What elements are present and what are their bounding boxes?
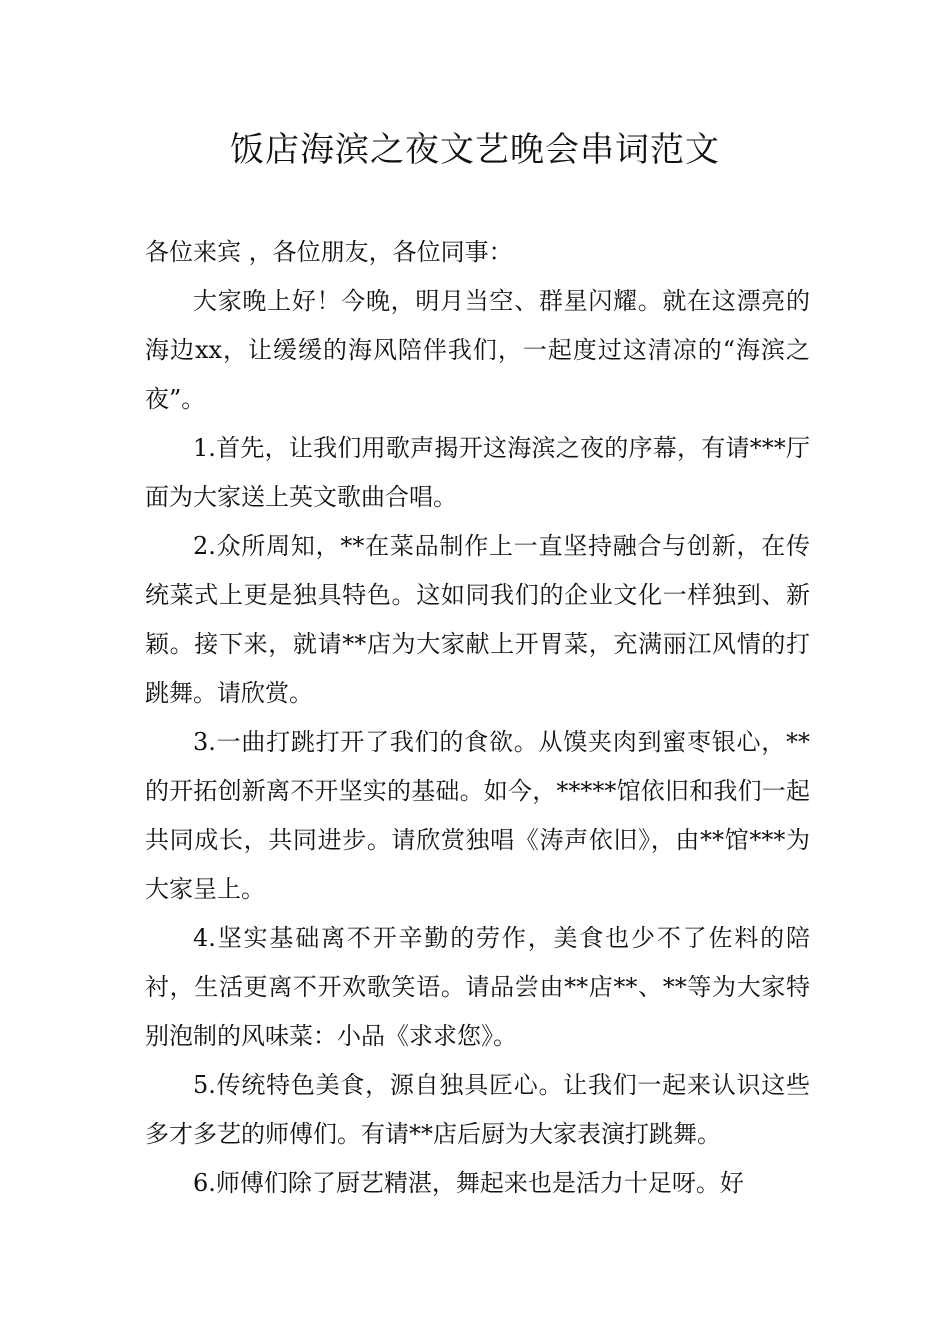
program-item-3: 3.一曲打跳打开了我们的食欲。从馍夹肉到蜜枣银心，**的开拓创新离不开坚实的基础。如今，*****馆依旧和我们一起共同成长，共同进步。请欣赏独唱《涛声依旧》，由**馆***为大家呈上。 bbox=[145, 728, 810, 903]
program-item-2: 2.众所周知，**在菜品制作上一直坚持融合与创新，在传统菜式上更是独具特色。这如同我们的企业文化一样独到、新颖。接下来，就请**店为大家献上开胃菜，充满丽江风情的打跳舞。请欣赏。 bbox=[145, 532, 810, 707]
page-title: 饭店海滨之夜文艺晚会串词范文 bbox=[230, 130, 720, 170]
program-item-5: 5.传统特色美食，源自独具匠心。让我们一起来认识这些多才多艺的师傅们。有请**店后厨为大家表演打跳舞。 bbox=[145, 1071, 810, 1148]
opening-paragraph: 大家晚上好！今晚，明月当空、群星闪耀。就在这漂亮的海边xx，让缓缓的海风陪伴我们，一起度过这清凉的“海滨之夜”。 bbox=[145, 287, 810, 413]
salutation-paragraph: 各位来宾 ，各位朋友，各位同事： bbox=[145, 238, 513, 266]
program-item-1: 1.首先，让我们用歌声揭开这海滨之夜的序幕，有请***厅面为大家送上英文歌曲合唱。 bbox=[145, 434, 810, 511]
document-body bbox=[145, 228, 810, 1208]
program-item-6: 6.师傅们除了厨艺精湛，舞起来也是活力十足呀。好 bbox=[193, 1169, 744, 1197]
program-item-4: 4.坚实基础离不开辛勤的劳作，美食也少不了佐料的陪衬，生活更离不开欢歌笑语。请品尝由**店**、**等为大家特别泡制的风味菜：小品《求求您》。 bbox=[145, 924, 810, 1050]
